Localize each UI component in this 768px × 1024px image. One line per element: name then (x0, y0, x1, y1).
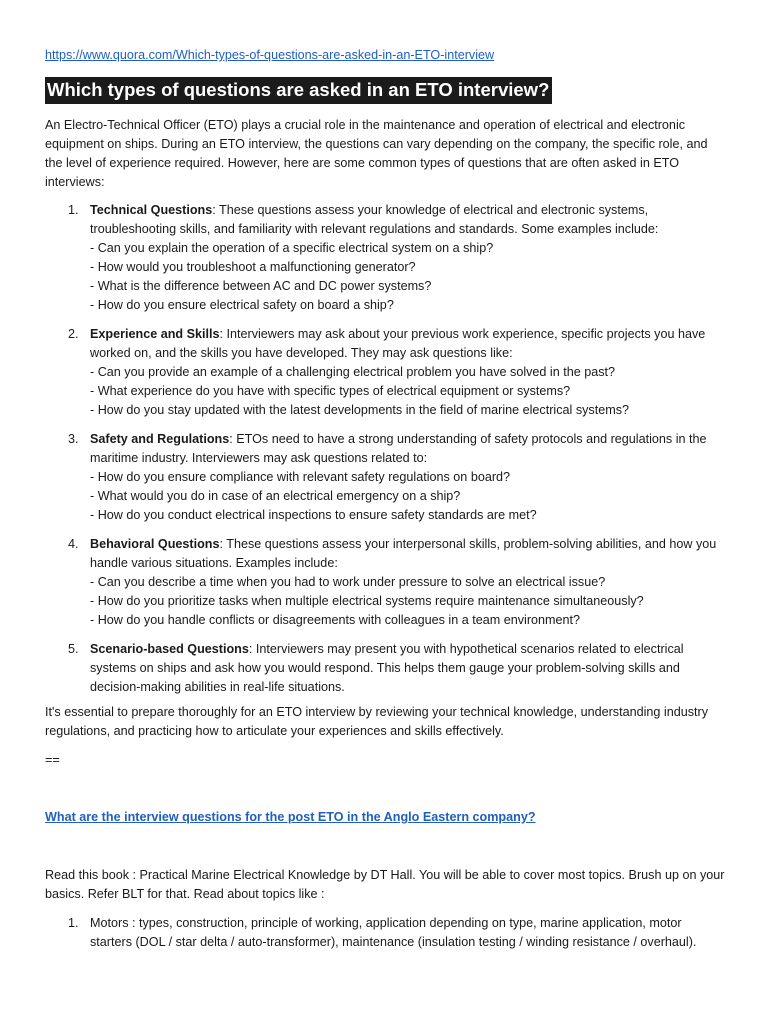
example-question: - Can you provide an example of a challenging electrical problem you have solved in the past? (90, 365, 616, 379)
item-text: : Interviewers may present you with hypothetical scenarios related to electrical systems on ships and ask how you would respond. This helps them gauge your problem-solving skills and decision-making abilities in real-life situations. (90, 642, 684, 694)
intro-paragraph: An Electro-Technical Officer (ETO) plays a crucial role in the maintenance and operation of electrical and electronic equipment on ships. During an ETO interview, the questions can vary depending on the company, the specific role, and the level of experience required. However, here are some common types of questions that are often asked in ETO interviews: (45, 118, 708, 189)
item-heading: Safety and Regulations (90, 432, 230, 446)
example-question: - Can you explain the operation of a specific electrical system on a ship? (90, 241, 494, 255)
item-number: 4. (68, 537, 79, 551)
item-number: 1. (68, 916, 79, 930)
item-text: : ETOs need to have a strong understanding of safety protocols and regulations in the maritime industry. Interviewers may ask questions related to: (90, 432, 707, 465)
example-question: - Can you describe a time when you had to work under pressure to solve an electrical issue? (90, 575, 606, 589)
list-item (45, 325, 725, 420)
section-separator: == (45, 753, 60, 767)
item-text: Motors : types, construction, principle of working, application depending on type, marine application, motor starters (DOL / star delta / auto-transformer), maintenance (insulation testing / winding resistance / overhaul). (90, 916, 697, 949)
item-number: 1. (68, 203, 79, 217)
example-question: - How would you troubleshoot a malfunctioning generator? (90, 260, 416, 274)
example-question: - How do you ensure compliance with relevant safety regulations on board? (90, 470, 511, 484)
related-question-link[interactable]: What are the interview questions for the post ETO in the Anglo Eastern company? (45, 810, 536, 824)
example-question: - What experience do you have with specific types of electrical equipment or systems? (90, 384, 571, 398)
list-item (45, 640, 725, 697)
item-number: 5. (68, 642, 79, 656)
list-item (45, 430, 725, 525)
item-text: : These questions assess your knowledge of electrical and electronic systems, troubleshooting skills, and familiarity with relevant regulations and standards. Some examples include: (90, 203, 659, 236)
example-question: - How do you handle conflicts or disagreements with colleagues in a team environment? (90, 613, 581, 627)
item-number: 2. (68, 327, 79, 341)
example-question: - How do you prioritize tasks when multiple electrical systems require maintenance simultaneously? (90, 594, 644, 608)
item-heading: Behavioral Questions (90, 537, 220, 551)
list-item (45, 201, 725, 315)
item-text: : Interviewers may ask about your previous work experience, specific projects you have worked on, and the skills you have developed. They may ask questions like: (90, 327, 706, 360)
page-title: Which types of questions are asked in an ETO interview? (45, 77, 552, 104)
list-item (45, 535, 725, 630)
topics-list (45, 914, 725, 962)
item-heading: Technical Questions (90, 203, 213, 217)
question-types-list (45, 201, 725, 707)
example-question: - How do you ensure electrical safety on board a ship? (90, 298, 394, 312)
conclusion-paragraph: It's essential to prepare thoroughly for an ETO interview by reviewing your technical knowledge, understanding industry regulations, and practicing how to articulate your experiences and skills effectively. (45, 705, 709, 738)
item-heading: Experience and Skills (90, 327, 220, 341)
example-question: - How do you conduct electrical inspections to ensure safety standards are met? (90, 508, 537, 522)
item-heading: Scenario-based Questions (90, 642, 249, 656)
example-question: - What is the difference between AC and DC power systems? (90, 279, 432, 293)
answer-paragraph: Read this book : Practical Marine Electrical Knowledge by DT Hall. You will be able to cover most topics. Brush up on your basics. Refer BLT for that. Read about topics like : (45, 868, 725, 901)
example-question: - What would you do in case of an electrical emergency on a ship? (90, 489, 461, 503)
list-item (45, 914, 725, 952)
example-question: - How do you stay updated with the latest developments in the field of marine electrical systems? (90, 403, 630, 417)
item-number: 3. (68, 432, 79, 446)
item-text: : These questions assess your interpersonal skills, problem-solving abilities, and how you handle various situations. Examples include: (90, 537, 717, 570)
source-url-link[interactable]: https://www.quora.com/Which-types-of-questions-are-asked-in-an-ETO-interview (45, 48, 495, 62)
